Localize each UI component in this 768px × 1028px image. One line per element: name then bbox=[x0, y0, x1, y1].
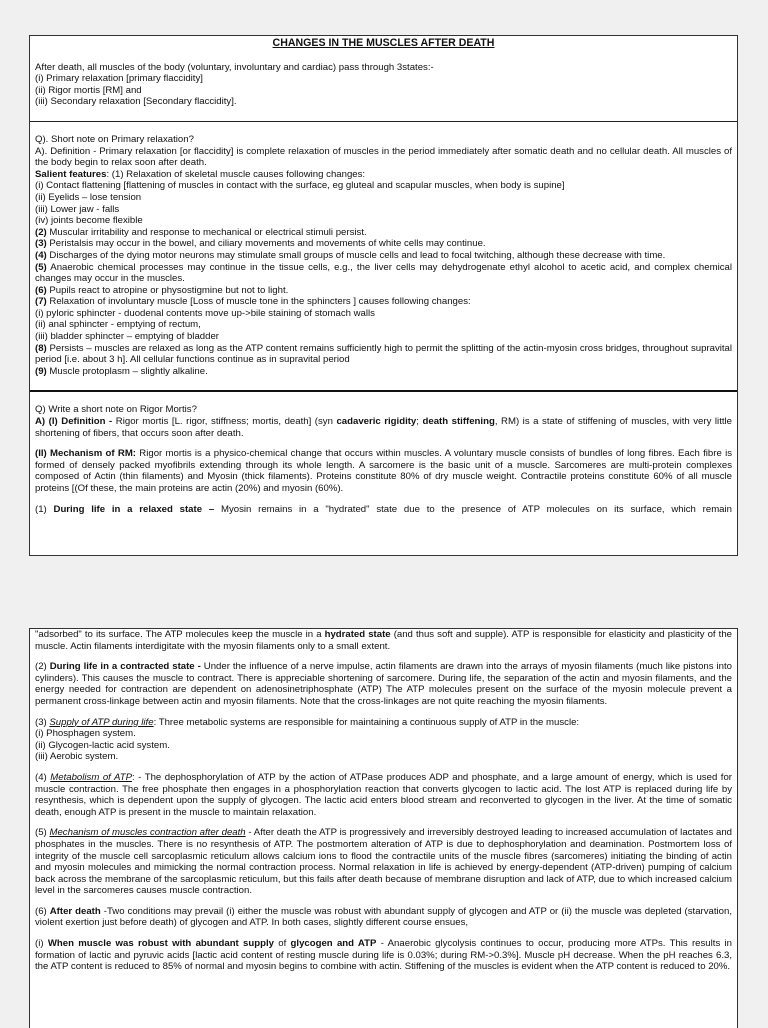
item-text: Discharges of the dying motor neurons may stimulate small groups of muscle cells and lead to focal twitching, although these decrease with time. bbox=[46, 249, 666, 261]
item-number: (5) bbox=[35, 261, 47, 273]
contracted-state-label: During life in a contracted state - bbox=[49, 661, 201, 673]
list-item: (i) Contact flattening [flattening of muscles in contact with the surface, eg gluteal and scapular muscles, when body is supine] bbox=[35, 180, 565, 192]
feature-item-7 bbox=[35, 296, 732, 308]
item-number: (4) bbox=[35, 771, 51, 783]
term: cadaveric rigidity bbox=[336, 416, 417, 428]
list-item: (ii) anal sphincter - emptying of rectum, bbox=[35, 319, 201, 331]
list-item: (i) Phosphagen system. bbox=[35, 728, 136, 740]
intro-line: (iii) Secondary relaxation [Secondary flaccidity]. bbox=[35, 96, 237, 108]
text-run: : - The dephosphorylation of ATP by the action of ATPase produces ADP and phosphate, and a large amount of energy, which is used for muscle contraction. The free phosphate then engages in a phosphorylation reaction that converts glycogen to lactic acid. The lost ATP is replaced during life by resynthesis, which is dependent upon the supply of glycogen. The lactic acid enters blood stream and reconverted to glycogen in the liver. At the time of somatic death, enough ATP is present in the muscle to maintain relaxation. bbox=[35, 771, 733, 818]
text-run: Rigor mortis [L. rigor, stiffness; mortis, death] (syn bbox=[112, 416, 337, 428]
robust-muscle-label: When muscle was robust with abundant supply bbox=[47, 938, 274, 950]
text-run: ; bbox=[416, 416, 423, 428]
item-number: (3) bbox=[35, 716, 50, 728]
salient-features-label: Salient features bbox=[35, 168, 107, 180]
list-item: (i) pyloric sphincter - duodenal contents move up->bile staining of stomach walls bbox=[35, 307, 375, 319]
text-run: -Two conditions may prevail (i) either the muscle was robust with abundant supply of glycogen and ATP or (ii) the muscle was depleted (starvation, violent exertion just before death) of glycogen and ATP. In both cases, slightly different course ensues, bbox=[35, 905, 733, 929]
rm-relaxed-state bbox=[35, 504, 732, 516]
feature-item-2 bbox=[35, 227, 732, 239]
contraction-after-death-paragraph bbox=[35, 827, 732, 897]
feature-item-9 bbox=[35, 366, 732, 378]
feature-item-6 bbox=[35, 285, 732, 297]
item-text: Muscle protoplasm – slightly alkaline. bbox=[46, 365, 208, 377]
feature-item-4 bbox=[35, 250, 732, 262]
rm-mechanism bbox=[35, 448, 732, 494]
item-number: (3) bbox=[35, 238, 47, 250]
text-run: (and thus soft and supple). ATP is responsible for elasticity and plasticity of the muscle. Actin filaments interdigitate with the myosin filaments only to a small extent. bbox=[35, 629, 732, 652]
list-item: (iii) Aerobic system. bbox=[35, 751, 119, 763]
feature-item-5 bbox=[35, 262, 732, 285]
text-run: "adsorbed" to its surface. The ATP molecules keep the muscle in a bbox=[35, 629, 325, 640]
list-item: (ii) Glycogen-lactic acid system. bbox=[35, 739, 170, 751]
item-text: Relaxation of involuntary muscle [Loss of muscle tone in the sphincters ] causes following changes: bbox=[46, 296, 471, 308]
item-number: (6) bbox=[35, 284, 47, 296]
mechanism-label: (II) Mechanism of RM: bbox=[35, 448, 137, 460]
robust-muscle-paragraph bbox=[35, 938, 732, 973]
after-death-paragraph bbox=[35, 906, 732, 929]
list-item: (iii) bladder sphincter – emptying of bladder bbox=[35, 331, 219, 343]
list-item: (iv) joints become flexible bbox=[35, 215, 143, 227]
item-number: (5) bbox=[35, 827, 50, 839]
intro-line: (ii) Rigor mortis [RM] and bbox=[35, 84, 142, 96]
intro-line: After death, all muscles of the body (voluntary, involuntary and cardiac) pass through 3states:- bbox=[35, 61, 434, 73]
feature-item-3 bbox=[35, 238, 732, 250]
primary-relaxation-section bbox=[35, 134, 732, 377]
continuation-paragraph bbox=[35, 629, 732, 652]
contracted-state-paragraph bbox=[35, 661, 732, 707]
text-run: - Anaerobic glycolysis continues to occur, producing more ATPs. This results in formation of lactic and pyruvic acids [lactic acid content of resting muscle during life is 0.03%; during RM->0.3%]. Muscle pH decrease. When the pH reaches 6.3, the ATP content is reduced to 85% of normal and myosin begins to combine with actin. Stiffening of the muscles is evident when the ATP content is reduced to 20%. bbox=[35, 938, 732, 973]
text-run: Under the influence of a nerve impulse, actin filaments are drawn into the arrays of myosin filaments (much like pistons into cylinders). This causes the muscle to contract. There is appreciable shortening of sarcomere. During life, the separation of the actin and myosin filaments, and the energy needed for contraction are dependent on adenosinetriphosphate (ATP) The ATP molecules present on the surface of the myosin molecule prevent a permanent cross-linkage between actin and myosin filaments. Note that the cross-linkages are not quite reaching the myosin filaments. bbox=[35, 661, 732, 707]
relaxed-state-label: During life in a relaxed state – bbox=[53, 503, 215, 515]
intro-section bbox=[35, 62, 732, 108]
document-page-2 bbox=[29, 628, 738, 1028]
item-number: (2) bbox=[35, 226, 47, 238]
definition-paragraph: A). Definition - Primary relaxation [or flaccidity] is complete relaxation of muscles in the period immediately after somatic death and no cellular death. All muscles of the body begin to relax soon after death. bbox=[35, 145, 732, 169]
text-run: : Three metabolic systems are responsible for maintaining a continuous supply of ATP in the muscle: bbox=[153, 716, 580, 728]
item-number: (4) bbox=[35, 249, 47, 261]
question-heading: Q) Write a short note on Rigor Mortis? bbox=[35, 404, 197, 416]
question-heading: Q). Short note on Primary relaxation? bbox=[35, 133, 194, 145]
item-text: Muscular irritability and response to mechanical or electrical stimuli persist. bbox=[46, 226, 367, 238]
rm-definition bbox=[35, 416, 732, 439]
item-number: (9) bbox=[35, 365, 47, 377]
atp-metabolism-label: Metabolism of ATP bbox=[50, 771, 132, 783]
after-death-label: After death bbox=[49, 905, 101, 917]
text-run: - After death the ATP is progressively and irreversibly destroyed leading to increased accumulation of lactates and phosphates in the muscles. There is no resynthesis of ATP. The postmortem alteration of ATP is due to dephosphorylation and deamination. Postmortem loss of integrity of the muscle cell sarcoplasmic reticulum allows calcium ions to flood the contractile units of the muscle fibres (sarcomeres) initiating the binding of actin and myosin molecules and mimicking the normal contraction process. Normal relaxation in life is achieved by energy-dependent (ATP-driven) pumping of calcium back across the membrane of the sarcoplasmic reticulum, but this fails after death because of membrane disruption and lack of ATP, due to which increased calcium level in the sarcomeres causes muscle contraction. bbox=[35, 827, 733, 897]
definition-label: A) (I) Definition - bbox=[35, 416, 113, 428]
contraction-after-death-label: Mechanism of muscles contraction after death bbox=[49, 827, 246, 839]
term: hydrated state bbox=[324, 629, 391, 640]
item-number: (2) bbox=[35, 661, 50, 673]
text-run: of bbox=[273, 938, 291, 950]
intro-line: (i) Primary relaxation [primary flaccidity] bbox=[35, 73, 203, 85]
item-number: (7) bbox=[35, 296, 47, 308]
item-number: (1) bbox=[35, 503, 54, 515]
list-item: (ii) Eyelids – lose tension bbox=[35, 191, 142, 203]
term: death stiffening bbox=[422, 416, 495, 428]
item-number: (i) bbox=[35, 938, 48, 950]
term: glycogen and ATP bbox=[290, 938, 377, 950]
salient-features-line bbox=[35, 169, 732, 181]
atp-supply-label: Supply of ATP during life bbox=[49, 716, 154, 728]
item-text: Pupils react to atropine or physostigmine but not to light. bbox=[46, 284, 289, 296]
item-number: (6) bbox=[35, 905, 50, 917]
text-run: Myosin remains in a "hydrated" state due to the presence of ATP molecules on its surface, which remain bbox=[214, 503, 732, 515]
item-text: Anaerobic chemical processes may continue in the tissue cells, e.g., the liver cells may dehydrogenate ethyl alcohol to acetic acid, and complex chemical changes may occur in the muscles. bbox=[35, 261, 732, 285]
salient-features-text: : (1) Relaxation of skeletal muscle causes following changes: bbox=[106, 168, 366, 180]
rigor-mortis-section bbox=[35, 404, 732, 515]
atp-supply-paragraph bbox=[35, 717, 732, 729]
document-page-1 bbox=[29, 35, 738, 556]
item-number: (8) bbox=[35, 342, 47, 354]
text-run: , RM) is a state of stiffening of muscles, with very little shortening of fibers, that occurs soon after death. bbox=[35, 416, 732, 439]
page-title: CHANGES IN THE MUSCLES AFTER DEATH bbox=[272, 37, 495, 49]
item-text: Peristalsis may occur in the bowel, and ciliary movements and movements of white cells may continue. bbox=[46, 238, 486, 250]
atp-metabolism-paragraph bbox=[35, 772, 732, 818]
text-run: Rigor mortis is a physico-chemical change that occurs within muscles. A voluntary muscle consists of bundles of long fibres. Each fibre is formed of densely packed myofibrils extending through its whole length. A sarcomere is the basic unit of a muscle. Sarcomeres are multi-protein complexes composed of Actin (thin filaments) and Myosin (thick filaments). Proteins constitute 80% of dry muscle weight. Contractile proteins constitute 60% of all muscle proteins [(Of these, the main proteins are actin (20%) and myosin (60%). bbox=[35, 448, 733, 494]
feature-item-8 bbox=[35, 343, 732, 366]
list-item: (iii) Lower jaw - falls bbox=[35, 203, 120, 215]
item-text: Persists – muscles are relaxed as long as the ATP content remains sufficiently high to permit the splitting of the actin-myosin cross bridges, throughout supravital period [i.e. about 3 h]. All cellular functions continue as in supravital period bbox=[35, 342, 732, 366]
